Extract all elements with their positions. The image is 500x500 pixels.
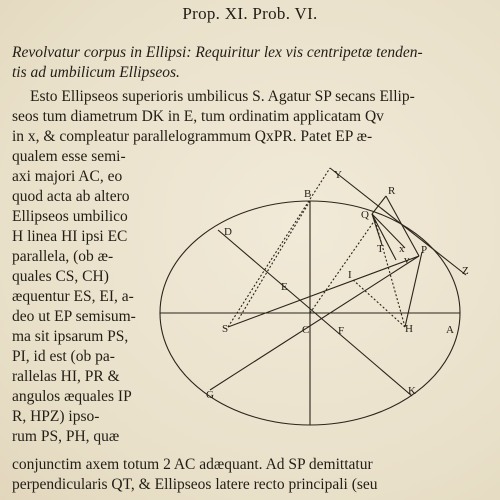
label-D: D [224, 226, 232, 238]
text-line: conjunctim axem totum 2 AC adæquant. Ad SP demittatur [12, 456, 373, 473]
text-line: axi majori AC, eo [12, 168, 123, 185]
label-H: H [405, 323, 413, 335]
line-CP [310, 220, 375, 313]
text-line: H linea HI ipsi EC [12, 228, 128, 245]
label-G: G [206, 389, 214, 401]
text-line: quales CS, CH) [12, 268, 109, 285]
diameter-PG [210, 256, 419, 390]
line-SY [228, 168, 330, 327]
text-line: æquentur ES, EI, a- [12, 288, 134, 305]
text-line: PI, id est (ob pa- [12, 348, 115, 365]
text-line: perpendicularis QT, & Ellipseos latere recto principali (seu [12, 476, 378, 493]
label-K: K [408, 385, 416, 397]
text-line: seos tum diametrum DK in E, tum ordinatim applicatam Qv [12, 108, 384, 125]
label-v: v [404, 254, 410, 266]
label-C: C [302, 324, 310, 336]
text-line: R, HPZ) ipso- [12, 408, 100, 425]
proposition-statement-line-2: tis ad umbilicum Ellipseos. [12, 64, 180, 81]
text-line: rum PS, PH, quæ [12, 428, 120, 445]
line-HI [352, 279, 405, 327]
label-x: x [399, 243, 405, 255]
label-Q: Q [361, 209, 369, 221]
label-R: R [388, 185, 396, 197]
text-line: Esto Ellipseos superioris umbilicus S. Agatur SP secans Ellip- [30, 88, 415, 105]
text-line: deo ut EP semisum- [12, 308, 136, 325]
ellipse-diagram [150, 160, 490, 460]
text-line: Ellipseos umbilico [12, 208, 128, 225]
label-S: S [222, 323, 229, 335]
text-line: angulos æquales IP [12, 388, 132, 405]
page-header: Prop. XI. Prob. VI. [182, 4, 318, 23]
label-Z: Z [462, 265, 469, 277]
text-line: in x, & compleatur parallelogrammum QxPR. Patet EP æ- [12, 128, 373, 145]
label-I: I [348, 269, 352, 281]
text-line: rallelas HI, PR & [12, 368, 120, 385]
line-QR [372, 196, 386, 214]
label-B: B [304, 188, 312, 200]
text-line: quod acta ab altero [12, 188, 130, 205]
proposition-statement-line-1: Revolvatur corpus in Ellipsi: Requiritur lex vis centripetæ tenden- [12, 44, 423, 61]
label-P: P [421, 244, 428, 256]
label-Y: Y [334, 169, 342, 181]
label-F: F [338, 325, 345, 337]
tangent-YZ [330, 168, 466, 275]
label-E: E [281, 281, 288, 293]
text-line: qualem esse semi- [12, 148, 126, 165]
text-line: parallela, (ob æ- [12, 248, 114, 265]
label-T: T [377, 243, 384, 255]
text-line: ma sit ipsarum PS, [12, 328, 129, 345]
label-A: A [446, 324, 454, 336]
line-SB [238, 201, 310, 320]
line-SP [228, 256, 419, 327]
